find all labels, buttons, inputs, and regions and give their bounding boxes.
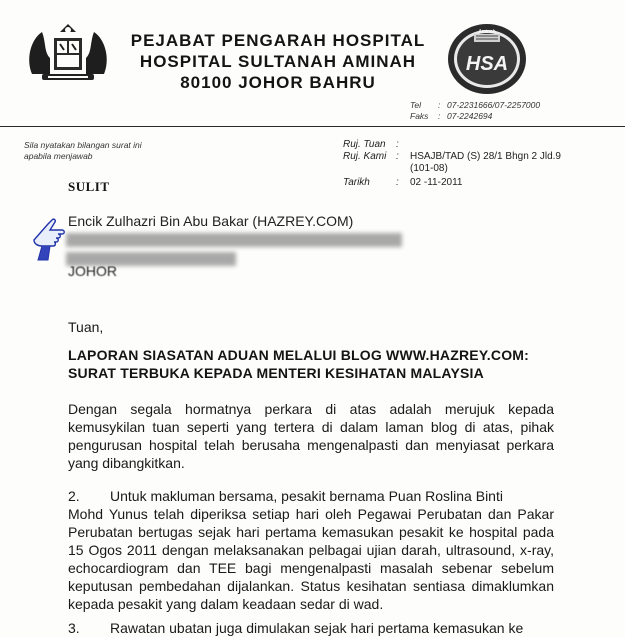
ruj-tuan-label: Ruj. Tuan	[343, 139, 386, 150]
hsa-logo-top-text: Aminah	[478, 29, 496, 35]
paragraph-2-body: Mohd Yunus telah diperiksa setiap hari oleh Pegawai Perubatan dan Pakar Perubatan bertugas sejak hari pertama kemasukan pesakit ke hospital pada 15 Ogos 2011 dengan melaksanakan pelbagai ujian darah, ultrasound, x-ray, echocardiogram dan TEE bagi mengenalpasti masalah sebenar sebelum keputusan pembedahan dijalankan. Status kesihatan sentiasa dimaklumkan kepada pesakit yang dalam keadaan sedar di wad.	[68, 506, 554, 612]
subject-line-2: SURAT TERBUKA KEPADA MENTERI KESIHATAN MALAYSIA	[68, 365, 484, 381]
faks-label: Faks	[410, 111, 429, 121]
classification-label: SULIT	[68, 179, 110, 194]
ruj-kami-value: HSAJB/TAD (S) 28/1 Bhgn 2 Jld.9	[410, 151, 561, 162]
ruj-tuan-sep: :	[396, 139, 399, 150]
letterhead-line-1: PEJABAT PENGARAH HOSPITAL	[130, 31, 426, 50]
ruj-kami-label: Ruj. Kami	[343, 151, 387, 162]
tel-label: Tel	[410, 100, 422, 110]
faks-value: 07-2242694	[447, 111, 493, 121]
letterhead-line-3: 80100 JOHOR BAHRU	[180, 73, 376, 92]
paragraph-2-first-line: Untuk makluman bersama, pesakit bernama Puan Roslina Binti	[110, 488, 503, 504]
tarikh-label: Tarikh	[343, 177, 370, 188]
subject-line-1: LAPORAN SIASATAN ADUAN MELALUI BLOG WWW.HAZREY.COM:	[68, 347, 530, 363]
recipient-name: Encik Zulhazri Bin Abu Bakar (HAZREY.COM)	[68, 213, 354, 229]
ruj-kami-sep: :	[396, 151, 399, 162]
ruj-kami-value-2: (101-08)	[410, 163, 448, 174]
hsa-logo-text: HSA	[465, 53, 509, 75]
salutation: Tuan,	[68, 319, 104, 335]
paragraph-2-number: 2.	[68, 488, 80, 504]
reply-note-line-1: Sila nyatakan bilangan surat ini	[24, 140, 142, 150]
subject-title	[68, 346, 529, 382]
pointing-hand-icon	[28, 210, 68, 264]
coat-of-arms-crest	[22, 22, 114, 84]
tarikh-sep: :	[396, 177, 399, 188]
tel-sep: :	[438, 100, 441, 110]
paragraph-3-first-line: Rawatan ubatan juga dimulakan sejak hari pertama kemasukan ke	[110, 620, 524, 636]
letterhead-line-2: HOSPITAL SULTANAH AMINAH	[139, 52, 417, 71]
tarikh-value: 02 -11-2011	[410, 177, 463, 188]
paragraph-1: Dengan segala hormatnya perkara di atas adalah merujuk kepada kemusykilan tuan seperti yang tertera di dalam laman blog di atas, pihak pengurusan hospital telah berusaha mengenalpasti dan menyiasat perkara yang dibangkitkan.	[68, 401, 554, 471]
redacted-address-line-1	[66, 233, 402, 247]
letterhead-divider	[0, 126, 625, 127]
reply-note-line-2: apabila menjawab	[24, 151, 93, 161]
tel-value: 07-2231666/07-2257000	[447, 100, 541, 110]
recipient-state: JOHOR	[68, 263, 117, 279]
faks-sep: :	[438, 111, 441, 121]
hsa-logo	[446, 22, 528, 96]
paragraph-3-number: 3.	[68, 620, 80, 636]
